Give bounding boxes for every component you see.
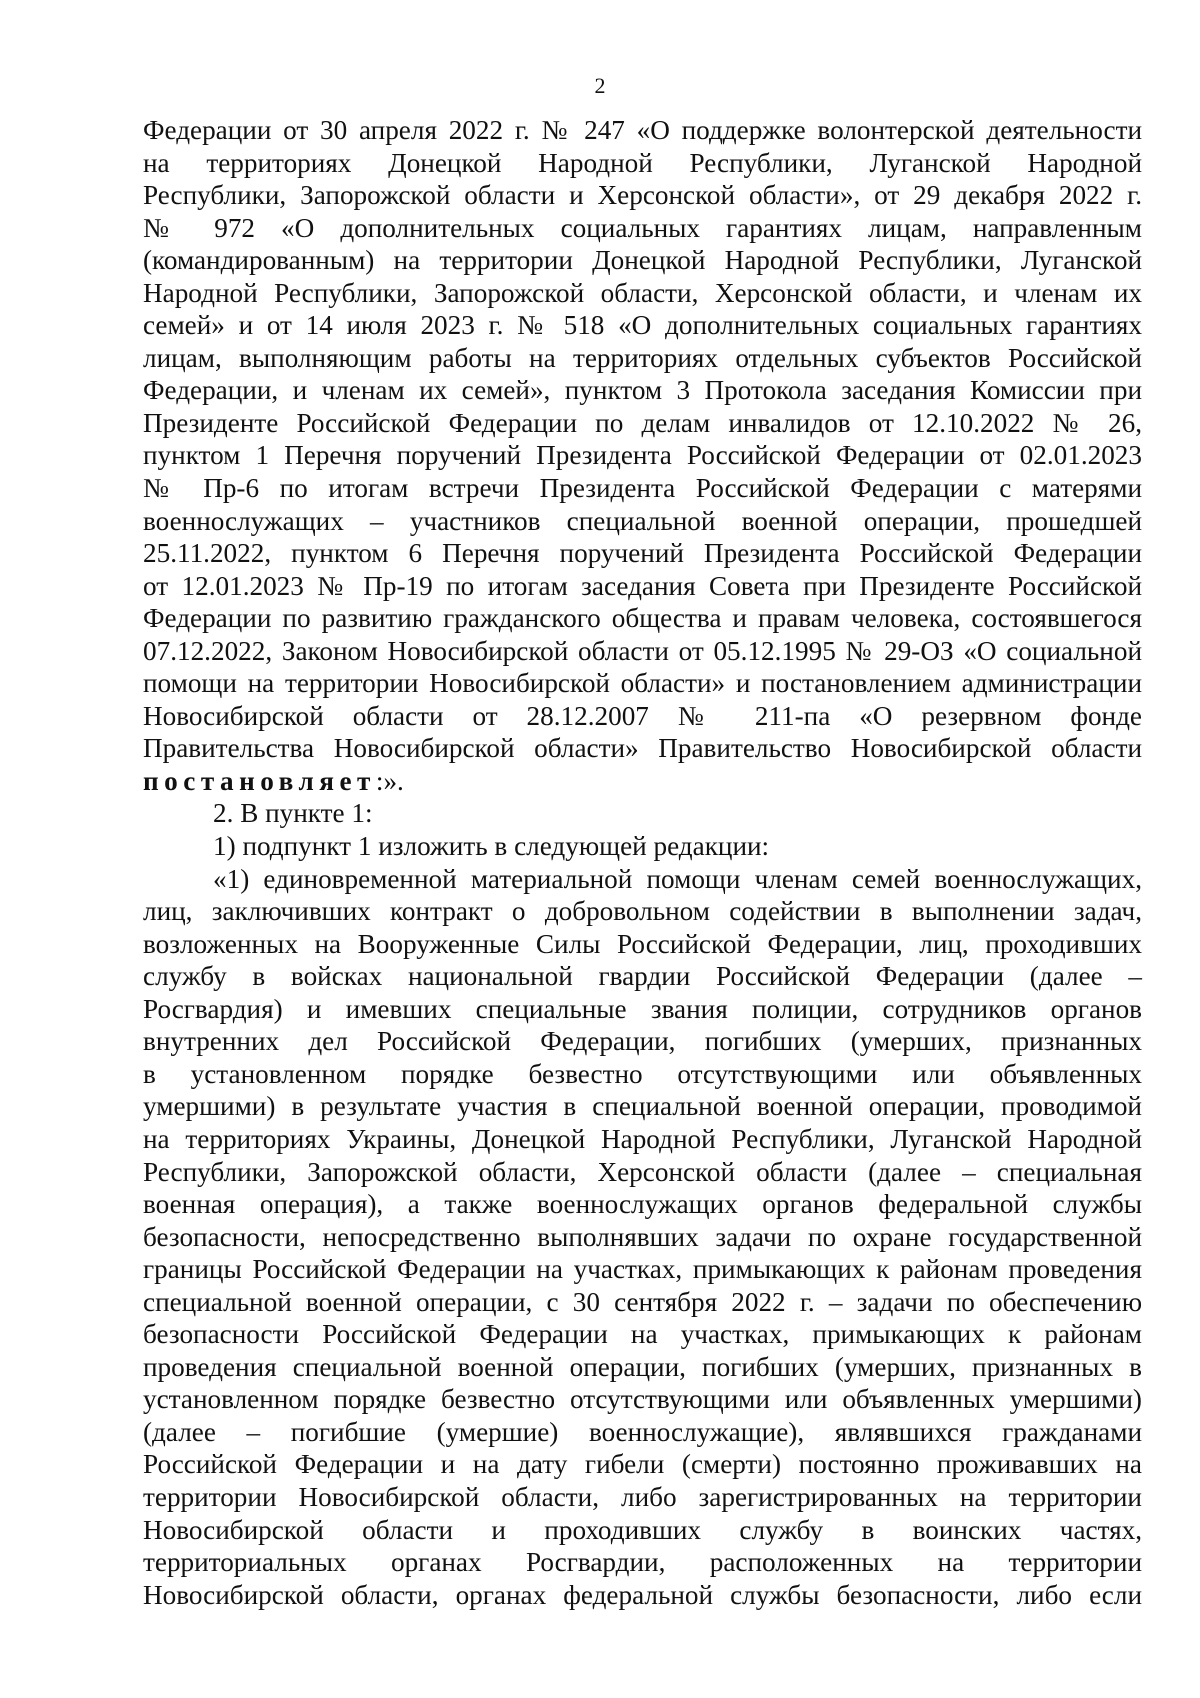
text-line: Новосибирской области, органах федеральной службы безопасности, либо если (143, 1579, 1142, 1610)
text-line: «1) единовременной материальной помощи членам семей военнослужащих, (213, 863, 1142, 894)
text-line: Президенте Российской Федерации по делам инвалидов от 12.10.2022 № 26, (143, 407, 1142, 438)
text-line: безопасности, непосредственно выполнявших задачи по охране государственной (143, 1221, 1142, 1252)
text-line: помощи на территории Новосибирской области» и постановлением администрации (143, 668, 1142, 699)
text-line: Народной Республики, Запорожской области, Херсонской области, и членам их (143, 277, 1142, 308)
text-line: Новосибирской области от 28.12.2007 № 211-па «О резервном фонде (143, 700, 1142, 731)
text-line: 07.12.2022, Законом Новосибирской области от 05.12.1995 № 29-ОЗ «О социальной (143, 635, 1142, 666)
text-line: Правительства Новосибирской области» Правительство Новосибирской области (143, 733, 1142, 764)
resolution-keyword: постановляет (143, 765, 376, 796)
text-line: 2. В пункте 1: (213, 798, 373, 829)
text-line: границы Российской Федерации на участках, примыкающих к районам проведения (143, 1254, 1142, 1285)
text-line: Республики, Запорожской области, Херсонской области (далее – специальная (143, 1156, 1142, 1187)
text-line: от 12.01.2023 № Пр-19 по итогам заседания Совета при Президенте Российской (143, 570, 1142, 601)
text-line: Федерации от 30 апреля 2022 г. № 247 «О поддержке волонтерской деятельности (143, 115, 1142, 145)
text-line: (командированным) на территории Донецкой Народной Республики, Луганской (143, 245, 1142, 276)
text-line: территориальных органах Росгвардии, расположенных на территории (143, 1547, 1142, 1578)
text-line: в установленном порядке безвестно отсутствующими или объявленных (143, 1058, 1142, 1089)
text-line: территории Новосибирской области, либо зарегистрированных на территории (143, 1481, 1142, 1512)
text-line: лиц, заключивших контракт о добровольном содействии в выполнении задач, (143, 896, 1142, 927)
page-number: 2 (594, 73, 606, 98)
text-line: семей» и от 14 июля 2023 г. № 518 «О дополнительных социальных гарантиях (143, 310, 1142, 341)
text-line: на территориях Украины, Донецкой Народной Республики, Луганской Народной (143, 1123, 1142, 1154)
text-line: специальной военной операции, с 30 сентября 2022 г. – задачи по обеспечению (143, 1286, 1142, 1317)
text-line: проведения специальной военной операции, погибших (умерших, признанных в (143, 1351, 1142, 1382)
text-line: безопасности Российской Федерации на участках, примыкающих к районам (143, 1319, 1142, 1350)
text-line: Федерации, и членам их семей», пунктом 3 Протокола заседания Комиссии при (143, 375, 1142, 406)
text-line: № Пр-6 по итогам встречи Президента Российской Федерации с матерями (143, 473, 1142, 504)
resolution-keyword-suffix: :». (375, 765, 404, 796)
text-line: установленном порядке безвестно отсутствующими или объявленных умершими) (143, 1384, 1142, 1415)
text-line: умершими) в результате участия в специальной военной операции, проводимой (143, 1091, 1142, 1122)
text-line: возложенных на Вооруженные Силы Российской Федерации, лиц, проходивших (143, 928, 1142, 959)
text-line: внутренних дел Российской Федерации, погибших (умерших, признанных (143, 1026, 1142, 1057)
text-line: 25.11.2022, пунктом 6 Перечня поручений Президента Российской Федерации (143, 538, 1142, 569)
text-line: 1) подпункт 1 изложить в следующей редакции: (213, 831, 770, 862)
text-line: на территориях Донецкой Народной Республики, Луганской Народной (143, 147, 1142, 178)
text-line: Российской Федерации и на дату гибели (смерти) постоянно проживавших на (143, 1449, 1142, 1480)
text-line: Федерации по развитию гражданского общества и правам человека, состоявшегося (143, 603, 1142, 634)
text-line: пунктом 1 Перечня поручений Президента Российской Федерации от 02.01.2023 (143, 440, 1142, 471)
text-line: Республики, Запорожской области и Херсонской области», от 29 декабря 2022 г. (143, 180, 1142, 211)
text-line (143, 765, 1142, 798)
text-line: военнослужащих – участников специальной военной операции, прошедшей (143, 505, 1142, 536)
text-line: (далее – погибшие (умершие) военнослужащие), являвшихся гражданами (143, 1416, 1142, 1447)
text-line: Росгвардия) и имевших специальные звания полиции, сотрудников органов (143, 993, 1142, 1024)
text-line: № 972 «О дополнительных социальных гарантиях лицам, направленным (143, 212, 1142, 243)
text-line: службу в войсках национальной гвардии Российской Федерации (далее – (143, 961, 1142, 992)
text-line: Новосибирской области и проходивших службу в воинских частях, (143, 1514, 1142, 1545)
text-line: военная операция), а также военнослужащих органов федеральной службы (143, 1189, 1142, 1220)
document-body (143, 114, 1142, 1611)
text-line: лицам, выполняющим работы на территориях отдельных субъектов Российской (143, 342, 1142, 373)
